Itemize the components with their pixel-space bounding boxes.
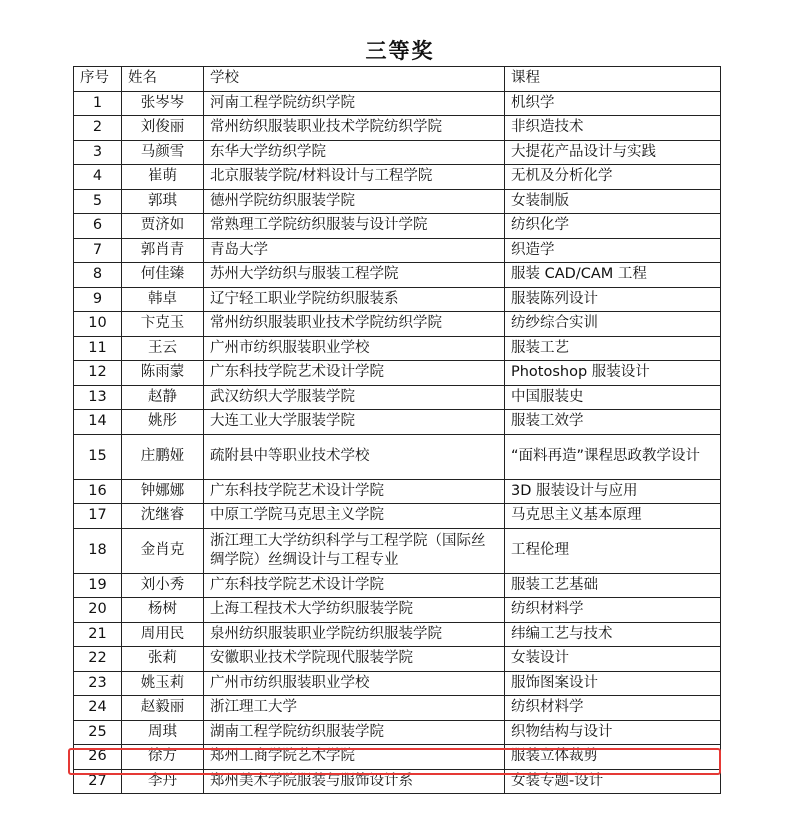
cell-name: 卞克玉 xyxy=(122,312,204,337)
cell-course: 织物结构与设计 xyxy=(505,720,721,745)
cell-course: 服饰图案设计 xyxy=(505,671,721,696)
cell-school: 广州市纺织服装职业学校 xyxy=(204,671,505,696)
cell-no: 15 xyxy=(74,434,122,479)
cell-no: 27 xyxy=(74,769,122,794)
table-row xyxy=(74,263,721,288)
cell-school: 武汉纺织大学服装学院 xyxy=(204,385,505,410)
table-header-row xyxy=(74,67,721,92)
cell-school: 辽宁轻工职业学院纺织服装系 xyxy=(204,287,505,312)
cell-course: 纺织材料学 xyxy=(505,598,721,623)
cell-school: 广东科技学院艺术设计学院 xyxy=(204,479,505,504)
table-row xyxy=(74,214,721,239)
cell-course: 女装制版 xyxy=(505,189,721,214)
cell-course: 服装陈列设计 xyxy=(505,287,721,312)
cell-no: 23 xyxy=(74,671,122,696)
cell-school: 浙江理工大学 xyxy=(204,696,505,721)
cell-course: “面料再造”课程思政教学设计 xyxy=(505,434,721,479)
cell-no: 18 xyxy=(74,528,122,573)
cell-no: 9 xyxy=(74,287,122,312)
cell-name: 崔萌 xyxy=(122,165,204,190)
cell-name: 张岑岑 xyxy=(122,91,204,116)
table-row xyxy=(74,528,721,573)
cell-no: 14 xyxy=(74,410,122,435)
cell-no: 25 xyxy=(74,720,122,745)
cell-name: 沈继睿 xyxy=(122,504,204,529)
table-row xyxy=(74,573,721,598)
cell-name: 何佳臻 xyxy=(122,263,204,288)
cell-school: 东华大学纺织学院 xyxy=(204,140,505,165)
cell-no: 24 xyxy=(74,696,122,721)
cell-name: 王云 xyxy=(122,336,204,361)
table-row xyxy=(74,91,721,116)
cell-course: 服装工艺 xyxy=(505,336,721,361)
cell-school: 中原工学院马克思主义学院 xyxy=(204,504,505,529)
table-row xyxy=(74,647,721,672)
cell-name: 贾济如 xyxy=(122,214,204,239)
cell-course: 纺纱综合实训 xyxy=(505,312,721,337)
cell-name: 赵静 xyxy=(122,385,204,410)
cell-school: 大连工业大学服装学院 xyxy=(204,410,505,435)
cell-no: 19 xyxy=(74,573,122,598)
table-row xyxy=(74,165,721,190)
cell-course: 服装 CAD/CAM 工程 xyxy=(505,263,721,288)
cell-course: 马克思主义基本原理 xyxy=(505,504,721,529)
cell-course: 服装立体裁剪 xyxy=(505,745,721,770)
cell-name: 郭琪 xyxy=(122,189,204,214)
cell-school: 常州纺织服装职业技术学院纺织学院 xyxy=(204,312,505,337)
cell-name: 赵毅丽 xyxy=(122,696,204,721)
cell-school: 郑州美术学院服装与服饰设计系 xyxy=(204,769,505,794)
table-row xyxy=(74,434,721,479)
cell-name: 徐方 xyxy=(122,745,204,770)
cell-school: 广东科技学院艺术设计学院 xyxy=(204,573,505,598)
cell-name: 刘俊丽 xyxy=(122,116,204,141)
cell-school: 郑州工商学院艺术学院 xyxy=(204,745,505,770)
cell-course: 纺织化学 xyxy=(505,214,721,239)
cell-no: 4 xyxy=(74,165,122,190)
table-row xyxy=(74,189,721,214)
cell-course: 纺织材料学 xyxy=(505,696,721,721)
cell-name: 陈雨蒙 xyxy=(122,361,204,386)
cell-school: 安徽职业技术学院现代服装学院 xyxy=(204,647,505,672)
cell-no: 7 xyxy=(74,238,122,263)
cell-school: 湖南工程学院纺织服装学院 xyxy=(204,720,505,745)
cell-no: 21 xyxy=(74,622,122,647)
cell-course: 织造学 xyxy=(505,238,721,263)
cell-no: 13 xyxy=(74,385,122,410)
cell-no: 3 xyxy=(74,140,122,165)
table-row xyxy=(74,504,721,529)
cell-name: 姚彤 xyxy=(122,410,204,435)
cell-name: 周琪 xyxy=(122,720,204,745)
cell-course: 无机及分析化学 xyxy=(505,165,721,190)
cell-name: 周用民 xyxy=(122,622,204,647)
table-row xyxy=(74,479,721,504)
page-title: 三等奖 xyxy=(365,39,435,63)
cell-name: 李丹 xyxy=(122,769,204,794)
cell-name: 张莉 xyxy=(122,647,204,672)
cell-no: 10 xyxy=(74,312,122,337)
cell-name: 韩卓 xyxy=(122,287,204,312)
cell-school: 上海工程技术大学纺织服装学院 xyxy=(204,598,505,623)
cell-no: 11 xyxy=(74,336,122,361)
cell-no: 2 xyxy=(74,116,122,141)
cell-school: 德州学院纺织服装学院 xyxy=(204,189,505,214)
cell-name: 马颜雪 xyxy=(122,140,204,165)
cell-school: 北京服装学院/材料设计与工程学院 xyxy=(204,165,505,190)
table-row xyxy=(74,336,721,361)
cell-school: 疏附县中等职业技术学校 xyxy=(204,434,505,479)
header-course: 课程 xyxy=(505,67,721,92)
cell-course: 3D 服装设计与应用 xyxy=(505,479,721,504)
table-row xyxy=(74,671,721,696)
cell-school: 常熟理工学院纺织服装与设计学院 xyxy=(204,214,505,239)
cell-course: 非织造技术 xyxy=(505,116,721,141)
cell-course: 工程伦理 xyxy=(505,528,721,573)
cell-no: 26 xyxy=(74,745,122,770)
cell-course: 纬编工艺与技术 xyxy=(505,622,721,647)
table-row xyxy=(74,385,721,410)
table-row xyxy=(74,769,721,794)
cell-school: 浙江理工大学纺织科学与工程学院（国际丝绸学院）丝绸设计与工程专业 xyxy=(204,528,505,573)
header-school: 学校 xyxy=(204,67,505,92)
awards-table xyxy=(73,66,721,794)
table-row xyxy=(74,696,721,721)
cell-name: 杨树 xyxy=(122,598,204,623)
table-row xyxy=(74,238,721,263)
cell-name: 刘小秀 xyxy=(122,573,204,598)
cell-course: 女装专题-设计 xyxy=(505,769,721,794)
cell-name: 庄鹏娅 xyxy=(122,434,204,479)
cell-school: 广东科技学院艺术设计学院 xyxy=(204,361,505,386)
table-row xyxy=(74,622,721,647)
table-row xyxy=(74,312,721,337)
cell-name: 郭肖青 xyxy=(122,238,204,263)
table-row xyxy=(74,745,721,770)
cell-no: 22 xyxy=(74,647,122,672)
cell-course: 服装工效学 xyxy=(505,410,721,435)
cell-course: 大提花产品设计与实践 xyxy=(505,140,721,165)
cell-course: 中国服装史 xyxy=(505,385,721,410)
cell-course: 服装工艺基础 xyxy=(505,573,721,598)
cell-course: 女装设计 xyxy=(505,647,721,672)
cell-no: 17 xyxy=(74,504,122,529)
cell-no: 6 xyxy=(74,214,122,239)
header-no: 序号 xyxy=(74,67,122,92)
cell-school: 泉州纺织服装职业学院纺织服装学院 xyxy=(204,622,505,647)
table-row xyxy=(74,140,721,165)
cell-no: 5 xyxy=(74,189,122,214)
cell-no: 16 xyxy=(74,479,122,504)
table-row xyxy=(74,410,721,435)
cell-school: 河南工程学院纺织学院 xyxy=(204,91,505,116)
cell-course: 机织学 xyxy=(505,91,721,116)
cell-name: 姚玉莉 xyxy=(122,671,204,696)
cell-name: 钟娜娜 xyxy=(122,479,204,504)
table-row xyxy=(74,598,721,623)
table-row xyxy=(74,287,721,312)
table-row xyxy=(74,720,721,745)
cell-name: 金肖克 xyxy=(122,528,204,573)
cell-no: 20 xyxy=(74,598,122,623)
cell-school: 广州市纺织服装职业学校 xyxy=(204,336,505,361)
header-name: 姓名 xyxy=(122,67,204,92)
cell-school: 常州纺织服装职业技术学院纺织学院 xyxy=(204,116,505,141)
cell-no: 12 xyxy=(74,361,122,386)
table-row xyxy=(74,361,721,386)
cell-no: 1 xyxy=(74,91,122,116)
cell-course: Photoshop 服装设计 xyxy=(505,361,721,386)
cell-school: 青岛大学 xyxy=(204,238,505,263)
cell-school: 苏州大学纺织与服装工程学院 xyxy=(204,263,505,288)
cell-no: 8 xyxy=(74,263,122,288)
table-row xyxy=(74,116,721,141)
